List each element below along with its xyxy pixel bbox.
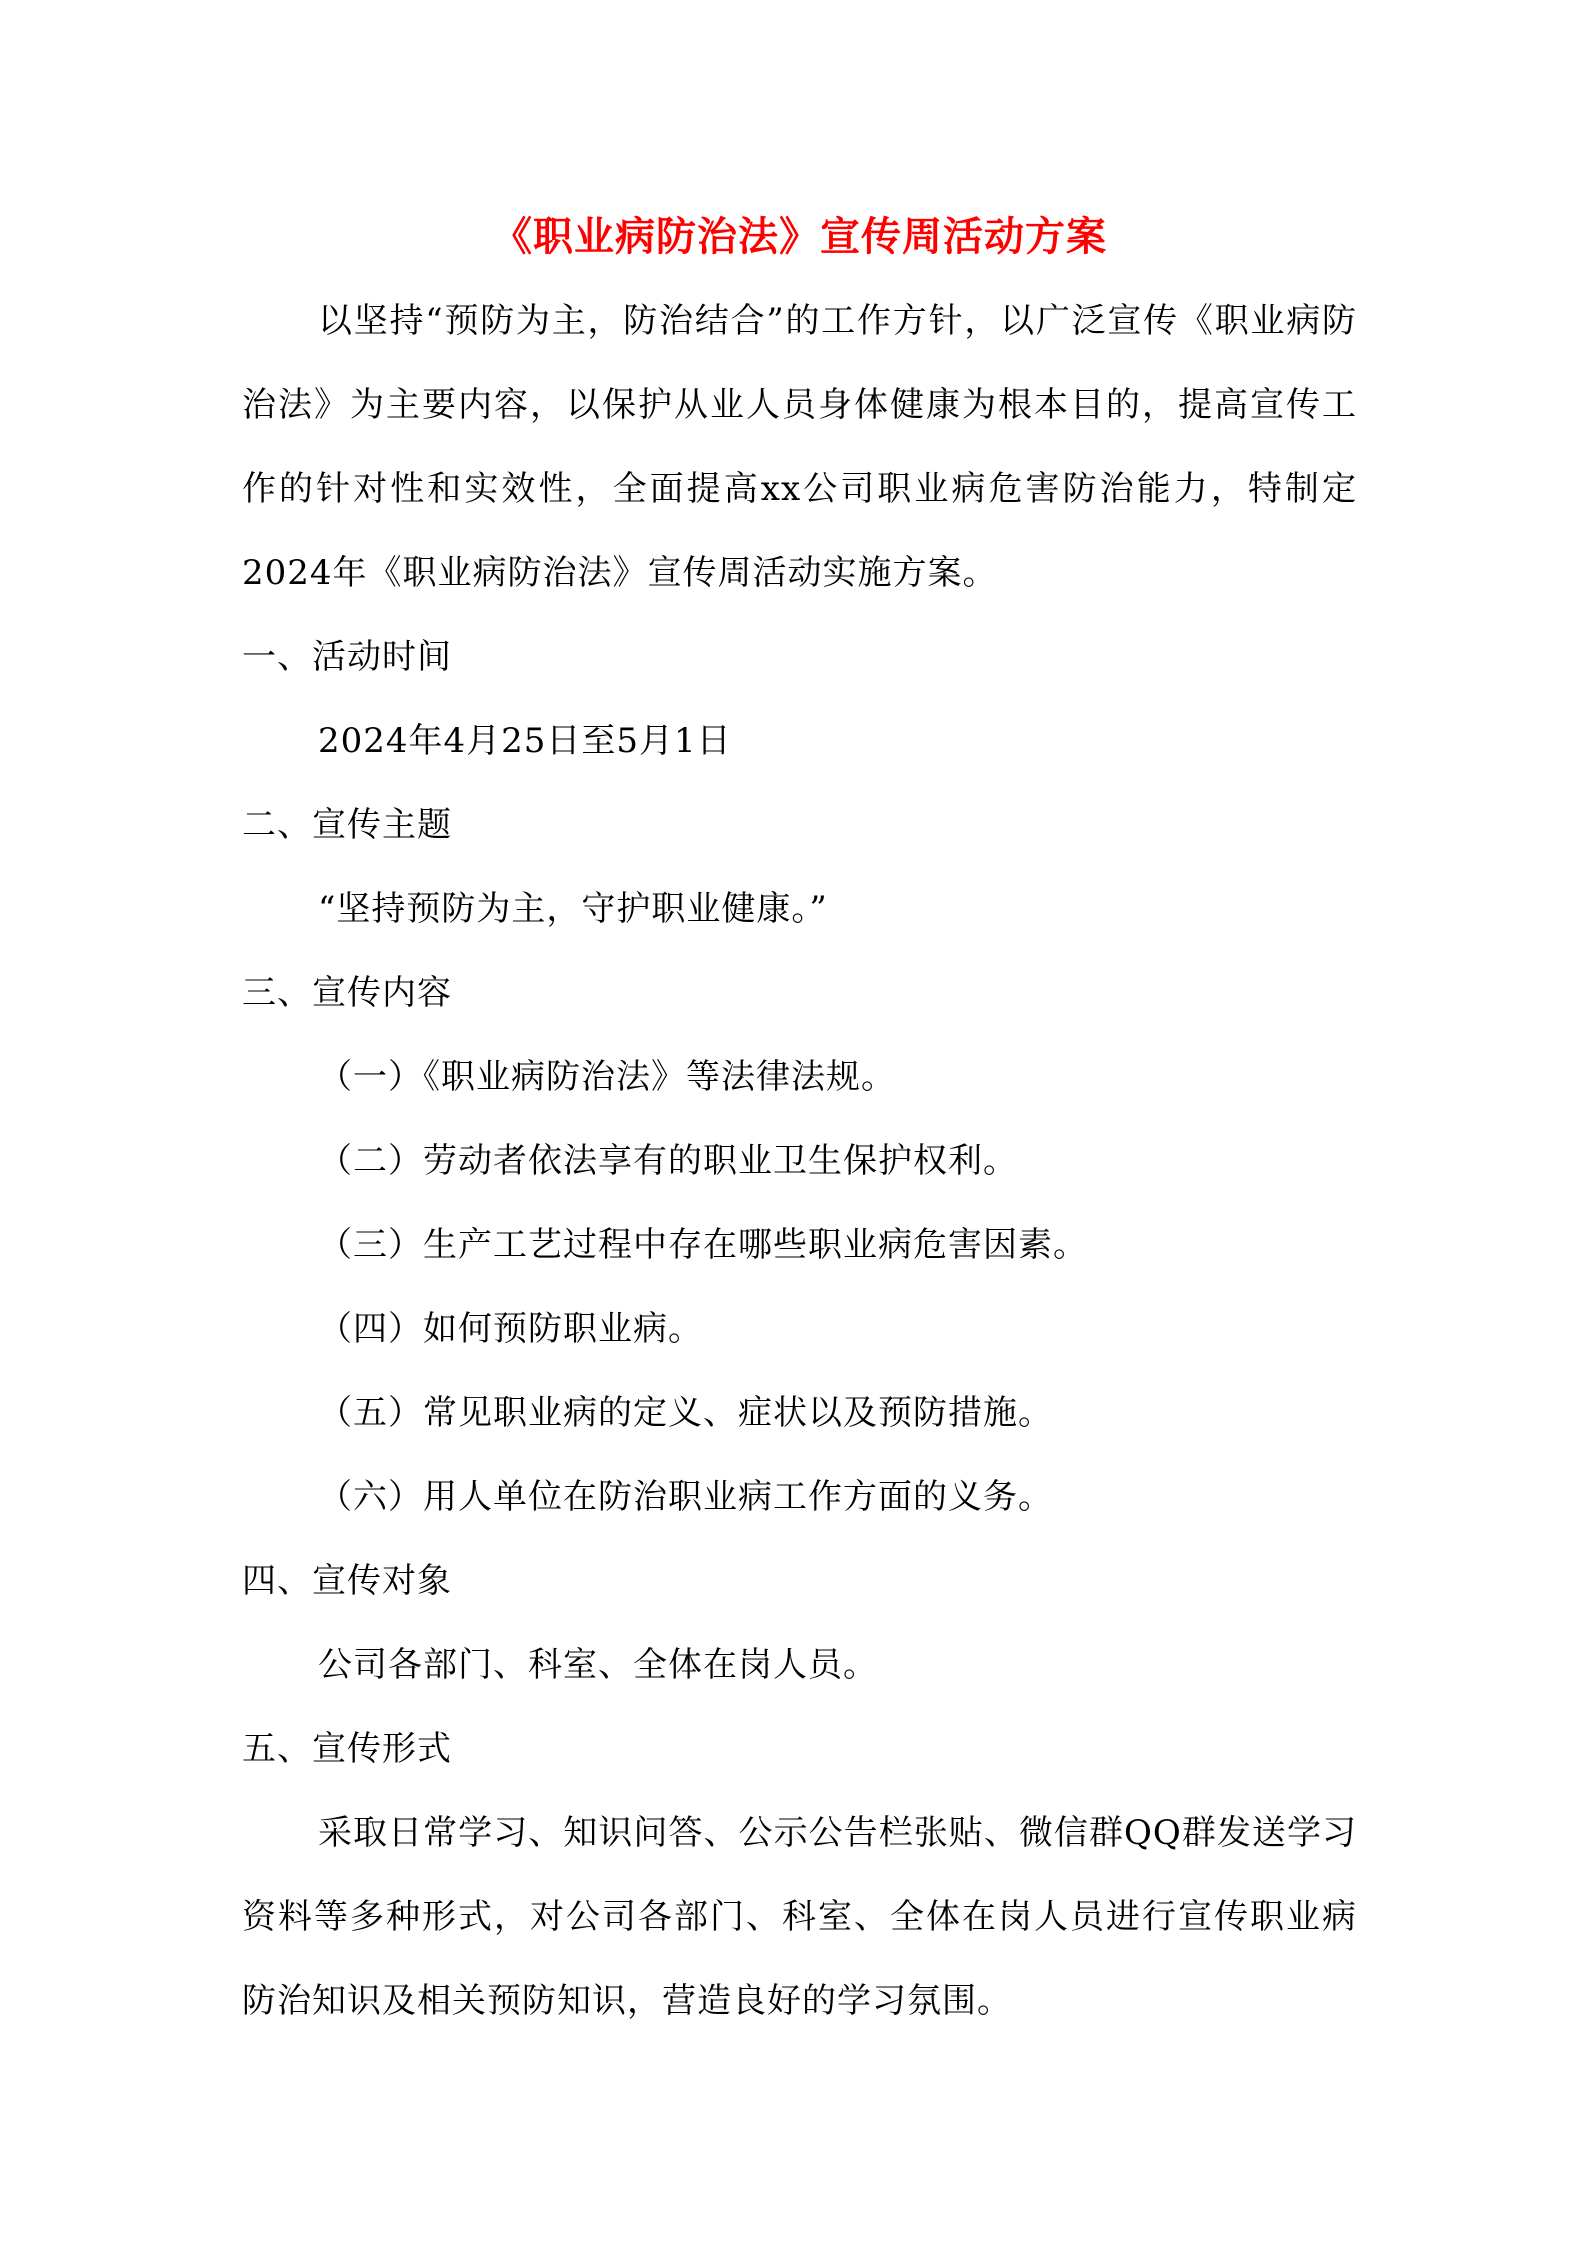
section-heading-audience: 四、宣传对象 — [242, 1561, 452, 1601]
theme-text: “坚持预防为主，守护职业健康。” — [318, 889, 828, 929]
section-heading-form: 五、宣传形式 — [242, 1729, 452, 1769]
time-text: 2024年4月25日至5月1日 — [318, 721, 732, 761]
form-paragraph: 采取日常学习、知识问答、公示公告栏张贴、微信群QQ群发送学习资料等多种形式，对公司各部门、科室、全体在岗人员进行宣传职业病防治知识及相关预防知识，营造良好的学习氛围。 — [242, 1813, 1357, 2021]
content-item-3: （三）生产工艺过程中存在哪些职业病危害因素。 — [318, 1225, 1088, 1265]
section-heading-time: 一、活动时间 — [242, 637, 452, 677]
content-item-4: （四）如何预防职业病。 — [318, 1309, 703, 1349]
content-item-5: （五）常见职业病的定义、症状以及预防措施。 — [318, 1393, 1053, 1433]
content-item-1: （一）《职业病防治法》等法律法规。 — [318, 1057, 896, 1097]
section-heading-theme: 二、宣传主题 — [242, 805, 452, 845]
audience-text: 公司各部门、科室、全体在岗人员。 — [318, 1645, 878, 1685]
document-title: 《职业病防治法》宣传周活动方案 — [492, 214, 1107, 260]
document-page — [242, 195, 1357, 2043]
section-heading-content: 三、宣传内容 — [242, 973, 452, 1013]
content-item-6: （六）用人单位在防治职业病工作方面的义务。 — [318, 1477, 1053, 1517]
intro-paragraph: 以坚持“预防为主，防治结合”的工作方针，以广泛宣传《职业病防治法》为主要内容，以保护从业人员身体健康为根本目的，提高宣传工作的针对性和实效性，全面提高xx公司职业病危害防治能力，特制定2024年《职业病防治法》宣传周活动实施方案。 — [242, 301, 1357, 593]
content-item-2: （二）劳动者依法享有的职业卫生保护权利。 — [318, 1141, 1018, 1181]
